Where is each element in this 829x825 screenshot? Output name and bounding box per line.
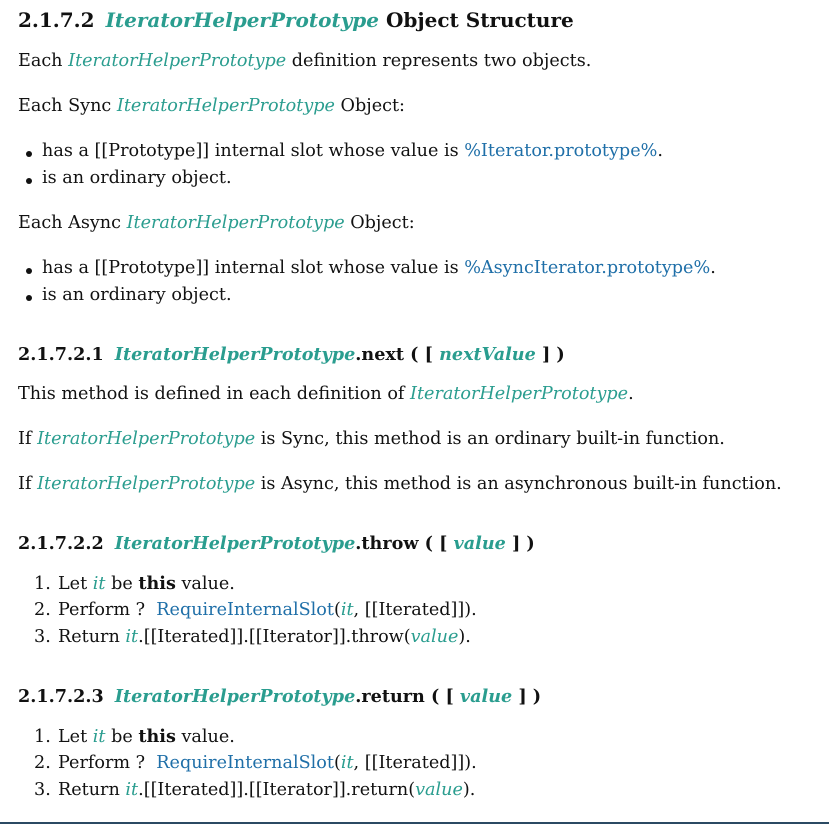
- variable[interactable]: it: [340, 600, 354, 620]
- heading-suffix: Object Structure: [386, 8, 574, 32]
- variable[interactable]: it: [340, 753, 354, 773]
- section-number: 2.1.7.2.1: [18, 344, 104, 365]
- term-ref[interactable]: IteratorHelperPrototype: [116, 96, 335, 116]
- bottom-divider: [0, 822, 829, 824]
- intro-paragraph: Each IteratorHelperPrototype definition represents two objects.: [18, 51, 592, 71]
- section-number: 2.1.7.2.2: [18, 533, 104, 554]
- sync-heading: Each Sync IteratorHelperPrototype Object:: [18, 96, 405, 116]
- intrinsic-link[interactable]: %AsyncIterator.prototype%: [464, 258, 711, 278]
- list-item: has a [[Prototype]] internal slot whose value is %AsyncIterator.prototype%.: [42, 258, 716, 278]
- algorithm-step: 3. Return it.[[Iterated]].[[Iterator]].return(value).: [34, 780, 476, 800]
- heading-ref[interactable]: IteratorHelperPrototype: [114, 686, 356, 707]
- term-ref[interactable]: IteratorHelperPrototype: [68, 51, 287, 71]
- term-ref[interactable]: IteratorHelperPrototype: [37, 474, 256, 494]
- heading-ref[interactable]: IteratorHelperPrototype: [114, 344, 356, 365]
- algorithm-step: 1. Let it be this value.: [34, 726, 235, 747]
- paragraph: If IteratorHelperPrototype is Sync, this method is an ordinary built-in function.: [18, 429, 725, 449]
- term-ref[interactable]: IteratorHelperPrototype: [410, 384, 629, 404]
- method-name: .throw: [355, 533, 419, 554]
- async-heading: Each Async IteratorHelperPrototype Object:: [18, 213, 415, 233]
- algorithm-step: 2. Perform ? RequireInternalSlot(it, [[Iterated]]).: [34, 600, 477, 620]
- list-item: is an ordinary object.: [42, 168, 232, 188]
- variable[interactable]: value: [415, 780, 463, 800]
- list-item: has a [[Prototype]] internal slot whose value is %Iterator.prototype%.: [42, 141, 663, 161]
- variable[interactable]: value: [410, 627, 459, 647]
- variable[interactable]: it: [125, 780, 139, 800]
- variable[interactable]: it: [125, 627, 139, 647]
- method-name: .return: [355, 686, 425, 707]
- next-heading: 2.1.7.2.1 IteratorHelperPrototype.next ( [ nextValue ] ): [18, 344, 565, 365]
- throw-heading: 2.1.7.2.2 IteratorHelperPrototype.throw ( [ value ] ): [18, 533, 535, 554]
- abstract-op-link[interactable]: RequireInternalSlot: [156, 600, 334, 620]
- variable[interactable]: it: [92, 727, 106, 747]
- list-item: is an ordinary object.: [42, 285, 232, 305]
- method-name: .next: [355, 344, 405, 365]
- param: value: [453, 533, 506, 554]
- return-heading: 2.1.7.2.3 IteratorHelperPrototype.return ( [ value ] ): [18, 686, 542, 707]
- algorithm-step: 2. Perform ? RequireInternalSlot(it, [[Iterated]]).: [34, 753, 477, 773]
- term-ref[interactable]: IteratorHelperPrototype: [126, 213, 345, 233]
- variable[interactable]: it: [92, 574, 106, 594]
- heading-ref[interactable]: IteratorHelperPrototype: [105, 8, 380, 32]
- intrinsic-link[interactable]: %Iterator.prototype%: [464, 141, 658, 161]
- section-number: 2.1.7.2.3: [18, 686, 104, 707]
- heading-ref[interactable]: IteratorHelperPrototype: [114, 533, 356, 554]
- paragraph: This method is defined in each definition of IteratorHelperPrototype.: [18, 384, 634, 404]
- param: nextValue: [439, 344, 536, 365]
- abstract-op-link[interactable]: RequireInternalSlot: [156, 753, 334, 773]
- section-number: 2.1.7.2: [18, 8, 95, 32]
- term-ref[interactable]: IteratorHelperPrototype: [37, 429, 256, 449]
- algorithm-step: 3. Return it.[[Iterated]].[[Iterator]].throw(value).: [34, 627, 471, 647]
- section-heading: [18, 8, 574, 32]
- algorithm-step: 1. Let it be this value.: [34, 573, 235, 594]
- param: value: [459, 686, 513, 707]
- paragraph: If IteratorHelperPrototype is Async, this method is an asynchronous built-in function.: [18, 474, 782, 494]
